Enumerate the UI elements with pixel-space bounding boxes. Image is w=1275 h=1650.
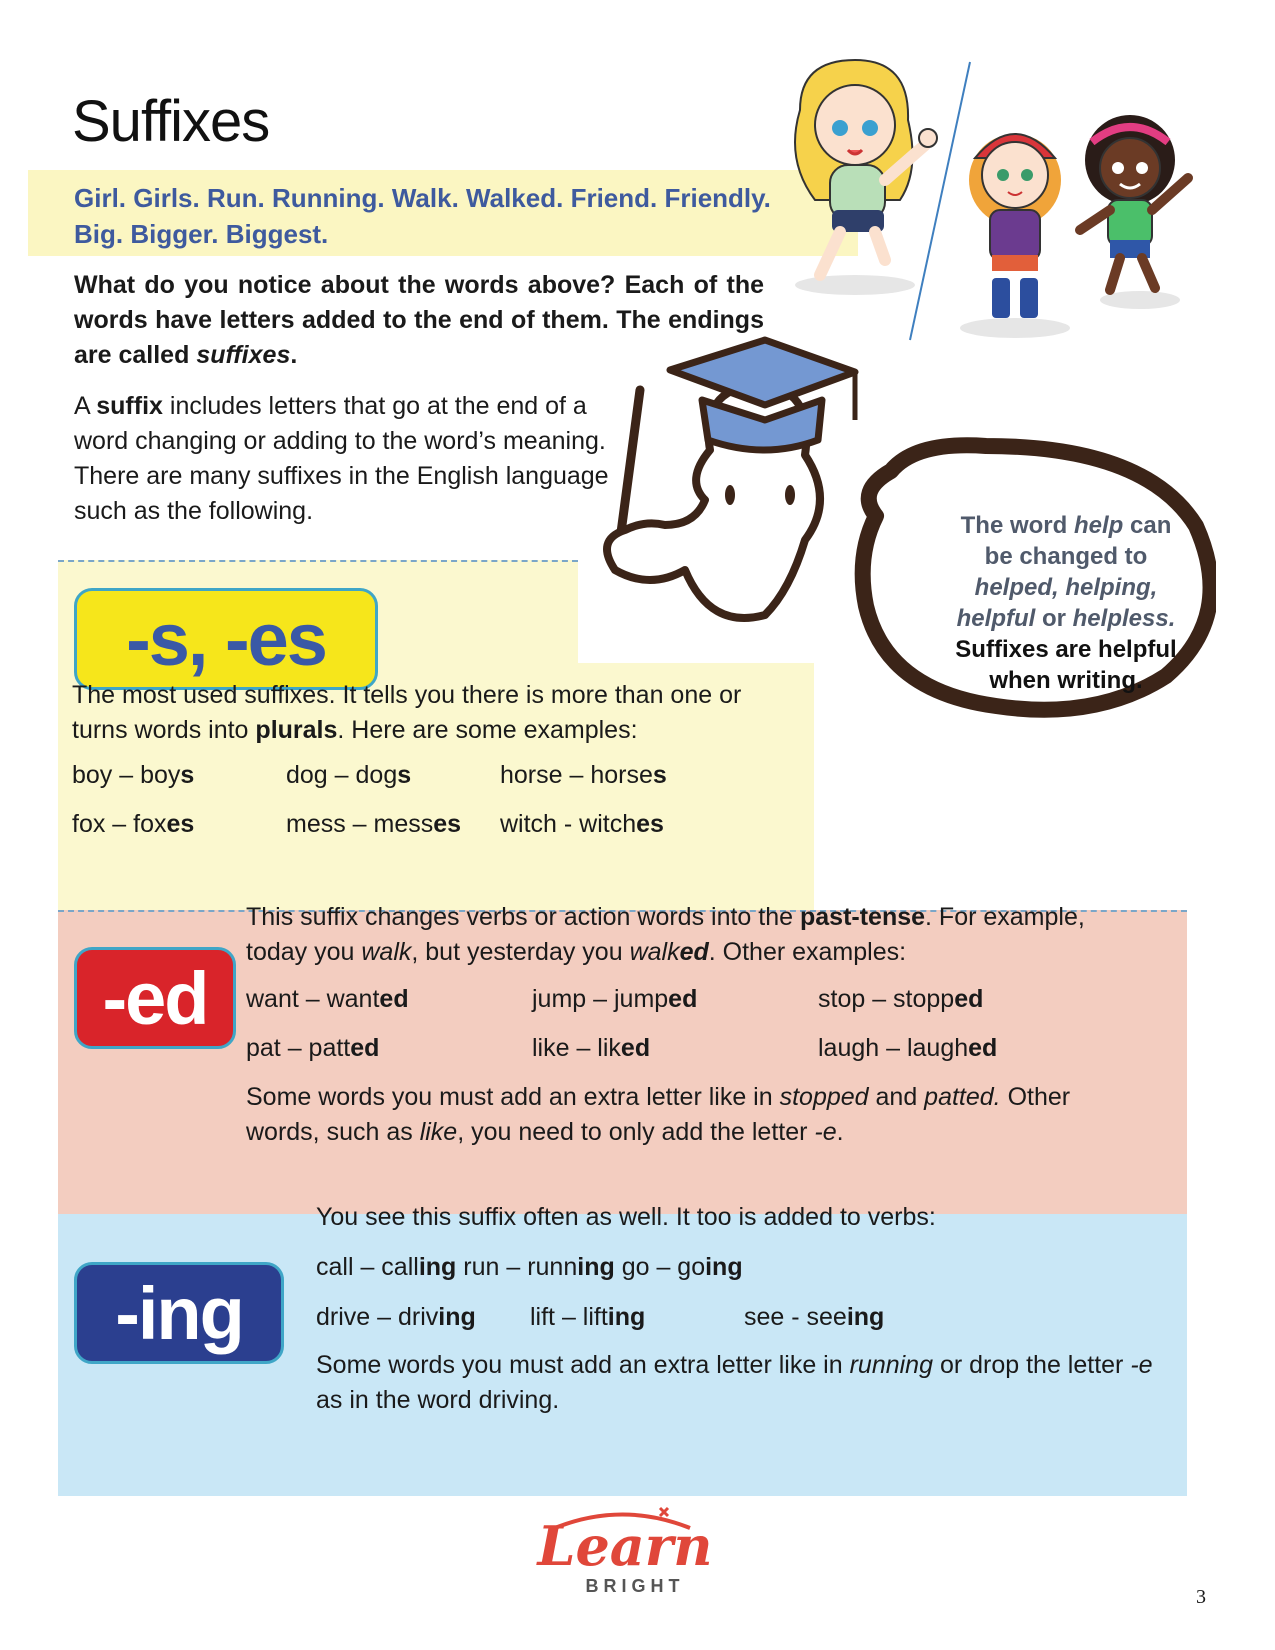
- graduate-cartoon: [590, 330, 890, 650]
- section-ing-row2: [316, 1300, 1076, 1335]
- example-item: dog – dogs: [286, 761, 412, 789]
- intro-paragraph: What do you notice about the words above? Each of the words have letters added to the end of them. The endings are called suffixes.: [74, 271, 764, 369]
- example-item: jump – jumped: [532, 985, 698, 1013]
- example-item: boy – boys: [72, 761, 195, 789]
- section-ing-description: You see this suffix often as well. It too is added to verbs:: [316, 1203, 936, 1231]
- section-ing-row1: [316, 1250, 1156, 1285]
- badge-s-es: -s, -es: [74, 588, 378, 690]
- page-number: 3: [1196, 1586, 1206, 1608]
- definition-paragraph: A suffix includes letters that go at the end of a word changing or adding to the word’s meaning. There are many suffixes in the English language such as the following.: [74, 392, 609, 525]
- example-item: drive – driving: [316, 1303, 476, 1331]
- section-ed-description: This suffix changes verbs or action words into the past-tense. For example, today you walk, but yesterday you walked. Other examples:: [246, 903, 1085, 966]
- example-item: laugh – laughed: [818, 1034, 998, 1062]
- example-item: witch - witches: [500, 810, 664, 838]
- section-s-examples: [72, 758, 712, 842]
- section-ing-note: Some words you must add an extra letter like in running or drop the letter -e as in the word driving.: [316, 1351, 1153, 1414]
- example-item: run – running: [456, 1253, 615, 1281]
- example-item: mess – messes: [286, 810, 462, 838]
- example-item: like – liked: [532, 1034, 651, 1062]
- example-item: pat – patted: [246, 1034, 380, 1062]
- example-item: fox – foxes: [72, 810, 195, 838]
- example-item: want – wanted: [246, 985, 409, 1013]
- example-item: call – calling: [316, 1253, 457, 1281]
- example-item: horse – horses: [500, 761, 667, 789]
- logo-word: Learn: [537, 1514, 713, 1578]
- example-item: stop – stopped: [818, 985, 984, 1013]
- kids-illustration: [760, 50, 1200, 350]
- example-item: see - seeing: [744, 1303, 885, 1331]
- badge-ing: -ing: [74, 1262, 284, 1364]
- learn-bright-logo: [520, 1500, 720, 1600]
- example-item: lift – lifting: [530, 1303, 646, 1331]
- page-title: Suffixes: [72, 89, 270, 154]
- section-ed-note: Some words you must add an extra letter like in stopped and patted. Other words, such as like, you need to only add the letter -e.: [246, 1083, 1071, 1146]
- logo-sub: BRIGHT: [585, 1576, 685, 1596]
- section-ed-examples: [246, 982, 1146, 1066]
- section-s-description: The most used suffixes. It tells you there is more than one or turns words into plurals. Here are some examples:: [72, 681, 742, 744]
- banner-words: Girl. Girls. Run. Running. Walk. Walked. Friend. Friendly. Big. Bigger. Biggest.: [74, 183, 771, 249]
- example-item: go – going: [614, 1253, 743, 1281]
- badge-ed: -ed: [74, 947, 236, 1049]
- speech-bubble-text: The word help can be changed to helped, helping, helpful or helpless. Suffixes are helpful when writing.: [955, 512, 1177, 694]
